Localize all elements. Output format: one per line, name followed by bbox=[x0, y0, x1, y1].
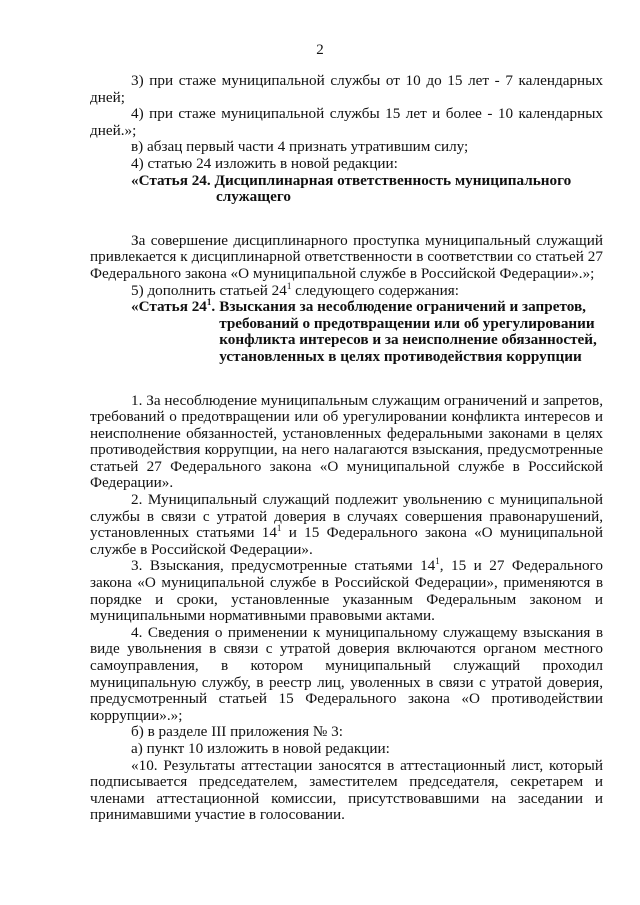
paragraph-stazh-10-15: 3) при стаже муниципальной службы от 10 до 15 лет - 7 календарных дней; bbox=[90, 72, 603, 106]
paragraph-punkt-10-intro: а) пункт 10 изложить в новой редакции: bbox=[131, 739, 390, 757]
article-24-heading-line2: служащего bbox=[216, 188, 291, 206]
paragraph-razdel-3: б) в разделе III приложения № 3: bbox=[131, 723, 343, 741]
page-number: 2 bbox=[316, 42, 324, 58]
article-24-heading-line1: «Статья 24. Дисциплинарная ответственность муниципального bbox=[131, 171, 572, 189]
paragraph-punkt-10: «10. Результаты аттестации заносятся в аттестационный лист, который подписывается председателем, заместителем председателя, секретарем и членами аттестационной комиссии, присутствовавшими на заседании и принимавшими участие в голосовании. bbox=[90, 756, 603, 824]
intro-24-1-superscript: 1 bbox=[286, 280, 292, 291]
article-24-1-heading-label: «Статья $24^1$. bbox=[131, 297, 216, 316]
intro-24-1-text-b: следующего содержания: bbox=[291, 281, 459, 299]
paragraph-statya-24-intro: 4) статью 24 изложить в новой редакции: bbox=[131, 154, 398, 172]
paragraph-section-3: 3. Взыскания, предусмотренные статьями $14^1$, 15 и 27 Федерального закона «О муниципальной службе в Российской Федерации», применяются в порядке и сроки, установленные указанным Федеральным законом и муниципальными нормативными правовыми актами. bbox=[90, 556, 604, 625]
paragraph-section-4: 4. Сведения о применении к муниципальному служащему взыскания в виде увольнения в связи с утратой доверия включаются органом местного самоуправления, в котором муниципальный служащий проходил муниципальную службу, в реестр лиц, уволенных в связи с утратой доверия, предусмотренный статьей 15 Федерального закона «О противодействии коррупции».»; bbox=[90, 623, 603, 724]
paragraph-article-24-text: За совершение дисциплинарного проступка муниципальный служащий привлекается к дисциплинарной ответственности в соответствии со статьей 27 Федерального закона «О муниципальной службе в Российской Федерации».»; bbox=[90, 231, 603, 282]
paragraph-section-1: 1. За несоблюдение муниципальным служащим ограничений и запретов, требований о предотвращении или об урегулировании конфликта интересов и неисполнение обязанностей, установленных федеральными законами в целях противодействия коррупции, на него налагаются взыскания, предусмотренные статьей 27 Федерального закона «О муниципальной службе в Российской Федерации». bbox=[90, 391, 603, 492]
paragraph-statya-24-1-intro bbox=[90, 280, 603, 300]
paragraph-section-2: 2. Муниципальный служащий подлежит увольнению с муниципальной службы в связи с утратой доверия в случаях совершения правонарушений, установленных статьями $14^1$ и 15 Федерального закона «О муниципальной службе в Российской Федерации». bbox=[90, 491, 604, 558]
intro-24-1-text-a: 5) дополнить статьей 24 bbox=[131, 281, 287, 299]
article-24-1-heading-title: Взыскания за несоблюдение ограничений и запретов, требований о предотвращении или об урегулировании конфликта интересов и за неисполнение обязанностей, установленных в целях противодействия коррупции bbox=[219, 298, 597, 365]
article-24-heading bbox=[131, 173, 603, 206]
document-body bbox=[90, 73, 603, 824]
article-24-1-heading bbox=[131, 299, 603, 365]
paragraph-stazh-15: 4) при стаже муниципальной службы 15 лет и более - 10 календарных дней.»; bbox=[90, 105, 603, 139]
paragraph-abzac-4: в) абзац первый части 4 признать утратившим силу; bbox=[131, 138, 469, 156]
